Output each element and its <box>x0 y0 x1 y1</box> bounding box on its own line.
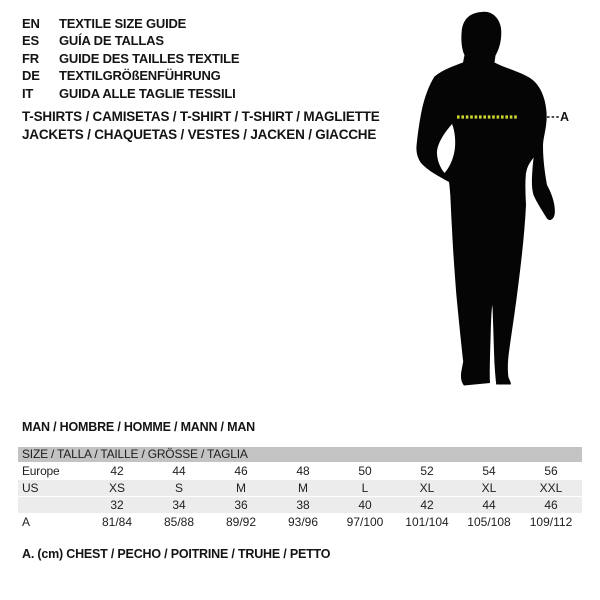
table-cell: 32 <box>110 498 124 512</box>
measurement-footnote: A. (cm) CHEST / PECHO / POITRINE / TRUHE / PETTO <box>22 547 331 561</box>
table-cell: 46 <box>544 498 558 512</box>
table-cell: 81/84 <box>101 515 133 529</box>
table-cell: 109/112 <box>529 515 573 529</box>
table-cell: 46 <box>234 464 248 478</box>
table-cell: 42 <box>420 498 434 512</box>
language-row-fr <box>22 50 239 67</box>
man-silhouette <box>400 5 575 395</box>
garment-categories <box>22 108 380 144</box>
measure-label-a: A <box>560 110 570 124</box>
language-label: TEXTILE SIZE GUIDE <box>59 16 187 31</box>
language-code: IT <box>22 85 34 101</box>
size-table-header: SIZE / TALLA / TAILLE / GRÖSSE / TAGLIA <box>18 447 582 462</box>
language-row-en <box>22 15 239 32</box>
table-cell: 44 <box>172 464 186 478</box>
table-row-a <box>18 514 582 530</box>
table-cell: XL <box>481 481 497 495</box>
table-cell: 48 <box>296 464 310 478</box>
row-label: US <box>22 481 39 495</box>
table-cell: 44 <box>482 498 496 512</box>
language-code: EN <box>22 16 40 31</box>
table-cell: XXL <box>539 481 563 495</box>
language-list <box>22 15 239 102</box>
table-cell: 34 <box>172 498 186 512</box>
row-label: Europe <box>22 464 60 478</box>
man-figure <box>400 5 575 395</box>
table-cell: 38 <box>296 498 310 512</box>
table-cell: 54 <box>482 464 496 478</box>
garment-line-jackets: JACKETS / CHAQUETAS / VESTES / JACKEN / GIACCHE <box>22 127 377 142</box>
language-row-it <box>22 85 239 102</box>
table-row-sizes <box>18 497 582 513</box>
language-code: ES <box>22 33 39 49</box>
language-label: GUÍA DE TALLAS <box>59 33 164 49</box>
language-label: GUIDA ALLE TAGLIE TESSILI <box>59 85 236 101</box>
table-cell: 50 <box>358 464 372 478</box>
table-cell: 40 <box>358 498 372 512</box>
table-cell: 42 <box>110 464 124 478</box>
table-cell: 101/104 <box>405 515 449 529</box>
language-label: GUIDE DES TAILLES TEXTILE <box>59 50 240 66</box>
language-row-es <box>22 32 239 49</box>
table-cell: XS <box>108 481 125 495</box>
table-cell: 56 <box>544 464 558 478</box>
table-cell: 93/96 <box>287 515 319 529</box>
language-row-de <box>22 67 239 84</box>
section-title-man: MAN / HOMBRE / HOMME / MANN / MAN <box>22 420 255 434</box>
table-row-us <box>18 480 582 496</box>
language-code: DE <box>22 68 40 84</box>
table-row-europe <box>18 463 582 479</box>
table-cell: L <box>361 481 369 495</box>
table-cell: 85/88 <box>163 515 195 529</box>
language-code: FR <box>22 50 39 66</box>
man-silhouette-path <box>416 12 554 386</box>
table-cell: M <box>236 481 246 495</box>
garment-line-tshirts: T-SHIRTS / CAMISETAS / T-SHIRT / T-SHIRT / MAGLIETTE <box>22 109 380 124</box>
language-label: TEXTILGRÖßENFÜHRUNG <box>59 68 221 84</box>
table-cell: 52 <box>420 464 434 478</box>
table-cell: 105/108 <box>467 515 511 529</box>
table-cell: S <box>174 481 183 495</box>
table-cell: 97/100 <box>346 515 384 529</box>
row-label <box>18 497 86 513</box>
table-cell: 36 <box>234 498 248 512</box>
table-cell: 89/92 <box>225 515 257 529</box>
table-cell: M <box>298 481 308 495</box>
row-label: A <box>22 515 30 529</box>
table-cell: XL <box>419 481 435 495</box>
size-table <box>18 447 582 531</box>
